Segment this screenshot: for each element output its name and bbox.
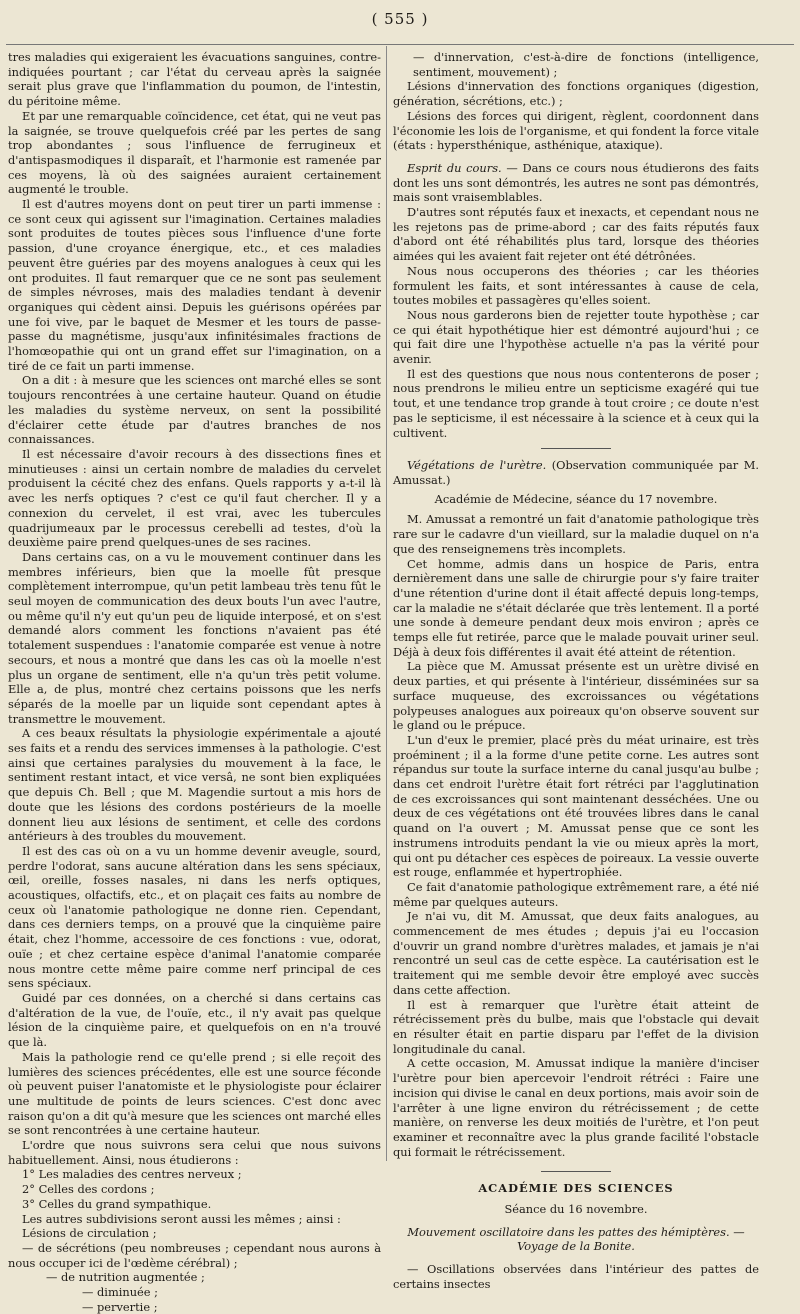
list-item: — pervertie ; (82, 1299, 158, 1314)
paragraph: Ce fait d'anatomie pathologique extrêmement rare, a été nié même par quelques auteurs. (393, 879, 759, 909)
list-item: Lésions de circulation ; (22, 1226, 157, 1241)
column-divider (386, 46, 387, 1161)
list-item: 1° Les maladies des centres nerveux ; (22, 1167, 242, 1182)
vegetations-title: Végétations de l'urètre. (407, 458, 547, 473)
paragraph: La pièce que M. Amussat présente est un urètre divisé en deux parties, et qui présente à l'intérieur, disséminées sur sa surface muqueuse, des excroissances ou végétations polypeuses analogues aux poireaux qu'on observe souvent sur le gland ou le prépuce. (393, 659, 759, 733)
paragraph: tres maladies qui exigeraient les évacuations sanguines, contre-indiquées pourtant ; car l'état du cerveau après la saignée serait plus grave que l'inflammation du poumon, de l'intestin, du péritoine même. (8, 50, 381, 109)
paragraph: Il est nécessaire d'avoir recours à des dissections fines et minutieuses : ainsi un certain nombre de maladies du cervelet produisent la cécité chez des enfans. Quels rapports y a-t-il là avec les nerfs optiques ? c'est ce qu'il faut chercher. Il y a connexion du cervelet, il est vrai, avec les tubercules quadrijumeaux par le processus cerebelli ad testes, d'où la deuxième paire prend quelques-unes de ses racines. (8, 446, 381, 550)
list-item: — de sécrétions (peu nombreuses ; cependant nous aurons à nous occuper ici de l'œdème cérébral) ; (8, 1240, 381, 1270)
esprit-label: Esprit du cours. (407, 160, 502, 175)
vegetations-subtitle: (Observation communiquée par M. Amussat.) (393, 458, 759, 487)
mouvement-title: Mouvement oscillatoire dans les pattes des hémiptères. — Voyage de la Bonite. (407, 1224, 745, 1254)
academie-line: Académie de Médecine, séance du 17 novembre. (434, 491, 718, 506)
section-heading (393, 458, 759, 487)
paragraph (393, 161, 759, 205)
paragraph: Il est des questions que nous nous contenterons de poser ; nous prendrons le milieu entre un septicisme exagéré qui tue tout, et une tendance trop grande à tout croire ; ce doute n'est pas le septicisme, il est nécessaire à la science et à ceux qui la cultivent. (393, 366, 759, 440)
list-item: 2° Celles des cordons ; (22, 1182, 155, 1197)
academie-sciences-heading: ACADÉMIE DES SCIENCES (478, 1181, 674, 1196)
paragraph: Cet homme, admis dans un hospice de Paris, entra dernièrement dans une salle de chirurgie pour s'y faire traiter d'une rétention d'urine dont il était affecté depuis long-temps, car la maladie ne s'était déclarée que très lentement. Il a porté une sonde à demeure pendant deux mois environ ; après ce temps elle fut retirée, parce que le malade pouvait uriner seul. Déjà à deux fois différentes il avait été atteint de rétention. (393, 556, 759, 659)
list-item: Les autres subdivisions seront aussi les mêmes ; ainsi : (22, 1211, 341, 1226)
paragraph: Il est à remarquer que l'urètre était atteint de rétrécissement près du bulbe, mais que l'obstacle qui devait en résulter était en partie disparu par l'effet de la division longitudinale du canal. (393, 997, 759, 1056)
paragraph: Mais la pathologie rend ce qu'elle prend ; si elle reçoit des lumières des sciences précédentes, elle est une source féconde où peuvent puiser l'anatomiste et le physiologiste pour éclairer une multitude de points de leurs sciences. C'est donc avec raison qu'on a dit qu'à mesure que les sciences ont marché elles se sont rencontrées à une certaine hauteur. (8, 1049, 381, 1138)
study-list (8, 1167, 381, 1314)
paragraph: Je n'ai vu, dit M. Amussat, que deux faits analogues, au commencement de mes études ; depuis j'ai eu l'occasion d'ouvrir un grand nombre d'urètres malades, et jamais je n'ai rencontré un seul cas de cette espèce. La cautérisation est le traitement qui me semble devoir être employé avec succès dans cette affection. (393, 909, 759, 997)
section-separator (541, 1171, 611, 1172)
paragraph: Dans certains cas, on a vu le mouvement continuer dans les membres inférieurs, bien que la moelle fût presque complètement interrompue, qu'un petit lambeau très tenu fût le seul moyen de communication des deux bouts l'un avec l'autre, ou même qu'il n'y eut qu'un peu de liquide interposé, et on s'est demandé alors comment les fonctions n'avaient pas été totalement suspendues : l'anatomie comparée est venue à notre secours, et nous a montré que dans les cas où la moelle n'est plus un organe de sentiment, elle n'a qu'un très petit volume. Elle a, de plus, montré chez certains poissons que les nerfs séparés de la moelle par un liquide sont cependant aptes à transmettre le mouvement. (8, 549, 381, 726)
paragraph: L'un d'eux le premier, placé près du méat urinaire, est très proéminent ; il a la forme d'une petite corne. Les autres sont répandus sur toute la surface interne du canal jusqu'au bulbe ; dans cet endroit l'urètre était fort rétréci par l'agglutination de ces excroissances qui sont maintenant desséchées. Une ou deux de ces végétations ont été trouvées libres dans le canal quand on l'a ouvert ; M. Amussat pense que ce sont les instrumens introduits pendant la vie ou mieux après la mort, qui ont pu détacher ces espèces de poireaux. La vessie ouverte est rouge, enflammée et hypertrophiée. (393, 732, 759, 880)
paragraph: — d'innervation, c'est-à-dire de fonctions (intelligence, sentiment, mouvement) ; (413, 50, 759, 79)
paragraph: Il est d'autres moyens dont on peut tirer un parti immense : ce sont ceux qui agissent sur l'imagination. Certaines maladies sont produites de toutes pièces sous l'influence d'une forte passion, d'une croyance énergique, etc., et ces maladies peuvent être guéries par des moyens analogues à ceux qui les ont produites. Il faut remarquer que ce ne sont pas seulement de simples névroses, mais des maladies tendant à devenir organiques qui cèdent ainsi. Depuis les guérisons opérées par une foi vive, par le baquet de Mesmer et les tours de passe-passe du magnétisme, jusqu'aux infinitésimales fractions de l'homœopathie qui ont un grand effet sur l'imagination, on a tiré de ce fait un parti immense. (8, 197, 381, 373)
paragraph: Et par une remarquable coïncidence, cet état, qui ne veut pas la saignée, se trouve quelquefois créé par les pertes de sang trop abondantes ; sous l'influence de ferrugineux et d'antispasmodiques il disparaît, et l'harmonie est ramenée par ces moyens, là où des saignées auraient certainement augmenté le trouble. (8, 108, 381, 197)
paragraph: A ces beaux résultats la physiologie expérimentale a ajouté ses faits et a rendu des services immenses à la pathologie. C'est ainsi que certaines paralysies du mouvement à la face, le sentiment restant intact, et vice versâ, ne sont bien expliquées que depuis Ch. Bell ; que M. Magendie surtout a mis hors de doute que les lésions des cordons postérieurs de la moelle donnent lieu aux lésions de sentiment, et celle des cordons antérieurs à des troubles du mouvement. (8, 726, 381, 844)
list-item: — de nutrition augmentée ; (46, 1270, 205, 1285)
esprit-text: — Dans ce cours nous étudierons des faits dont les uns sont démontrés, les autres ne sont pas démontrés, mais sont vraisemblables. (393, 160, 759, 205)
paragraph: A cette occasion, M. Amussat indique la manière d'inciser l'urètre pour bien apercevoir l'endroit rétréci : Faire une incision qui divise le canal en deux portions, mais avoir soin de l'arrêter à une ligne environ du rétrécissement ; de cette manière, on renverse les deux moitiés de l'urètre, et l'on peut examiner et reconnaître avec la plus grande facilité l'obstacle qui formait le rétrécissement. (393, 1056, 759, 1159)
list-item: 3° Celles du grand sympathique. (22, 1196, 212, 1211)
top-rule (6, 44, 794, 45)
left-column (8, 50, 381, 1314)
section-separator (541, 448, 611, 449)
right-column (393, 50, 759, 1292)
paragraph: Lésions d'innervation des fonctions organiques (digestion, génération, sécrétions, etc.) ; (393, 79, 759, 109)
paragraph: D'autres sont réputés faux et inexacts, et cependant nous ne les rejetons pas de prime-abord ; car des faits réputés faux d'abord ont été réhabilités plus tard, lorsque des théories aimées qui les avaient fait rejeter ont été détrônées. (393, 205, 759, 264)
paragraph: — Oscillations observées dans l'intérieur des pattes de certains insectes (393, 1262, 759, 1291)
seance-line: Séance du 16 novembre. (504, 1202, 648, 1217)
paragraph: Nous nous garderons bien de rejetter toute hypothèse ; car ce qui était hypothétique hier est démontré aujourd'hui ; ce qui fait dire une l'hypothèse actuelle n'a pas la vérité pour avenir. (393, 307, 759, 367)
paragraph: L'ordre que nous suivrons sera celui que nous suivons habituellement. Ainsi, nous étudierons : (8, 1138, 381, 1167)
paragraph: Nous nous occuperons des théories ; car les théories formulent les faits, et sont intéressantes à cause de cela, toutes mobiles et passagères qu'elles soient. (393, 263, 759, 308)
page-number: ( 555 ) (371, 10, 429, 28)
paragraph: Il est des cas où on a vu un homme devenir aveugle, sourd, perdre l'odorat, sans aucune altération dans les sens spéciaux, œil, oreille, fosses nasales, ni dans les nerfs optiques, acoustiques, olfactifs, etc., et on plaçait ces faits au nombre de ceux où l'anatomie pathologique ne donne rien. Cependant, dans ces derniers temps, on a prouvé que la cinquième paire était, chez l'homme, accessoire de ces fonctions : vue, odorat, ouïe ; et chez certaine espèce d'animal l'anatomie comparée nous montre cette même paire comme nerf principal de ces sens spéciaux. (8, 843, 381, 991)
paragraph: Lésions des forces qui dirigent, règlent, coordonnent dans l'économie les lois de l'organisme, et qui fondent la force vitale (états : hypersthénique, asthénique, ataxique). (393, 108, 759, 153)
paragraph: On a dit : à mesure que les sciences ont marché elles se sont toujours rencontrées à une certaine hauteur. Quand on étudie les maladies du système nerveux, on sent la possibilité d'éclairer cette étude par d'autres branches de nos connaissances. (8, 373, 381, 447)
list-item: — diminuée ; (82, 1285, 159, 1300)
paragraph: Guidé par ces données, on a cherché si dans certains cas d'altération de la vue, de l'ouïe, etc., il n'y avait pas quelque lésion de la cinquième paire, et quelquefois on en n'a trouvé que là. (8, 991, 381, 1050)
paragraph: M. Amussat a remontré un fait d'anatomie pathologique très rare sur le cadavre d'un vieillard, sur la maladie duquel on n'a que des renseignemens très incomplets. (393, 512, 759, 556)
